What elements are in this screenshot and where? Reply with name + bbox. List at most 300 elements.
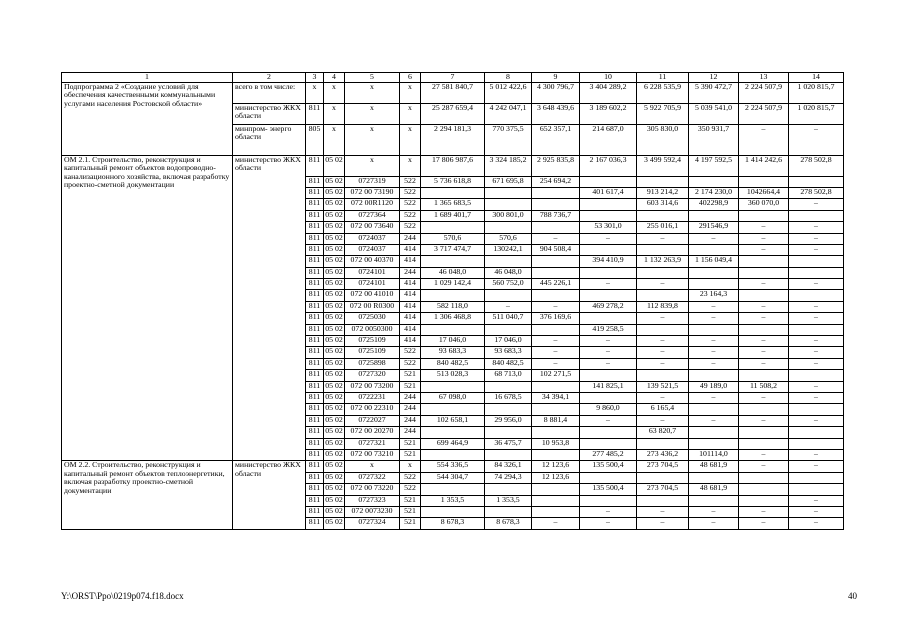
amount-cell: – <box>789 506 844 517</box>
target-article-cell: 0727319 <box>345 176 400 187</box>
amount-cell: 53 301,0 <box>580 222 637 233</box>
table-row <box>62 83 844 104</box>
amount-cell: – <box>739 518 789 529</box>
amount-cell: 3 324 185,2 <box>485 155 532 176</box>
header-row <box>62 73 844 83</box>
target-article-cell: 0725109 <box>345 336 400 347</box>
page-number: 40 <box>848 591 857 601</box>
target-article-cell: 0724101 <box>345 279 400 290</box>
amount-cell: – <box>739 415 789 426</box>
amount-cell <box>637 210 689 221</box>
amount-cell: 254 694,2 <box>532 176 580 187</box>
amount-cell: – <box>532 233 580 244</box>
target-article-cell: 072 00 20270 <box>345 427 400 438</box>
amount-cell: 278 502,8 <box>789 187 844 198</box>
amount-cell: – <box>739 461 789 472</box>
amount-cell: 101114,0 <box>689 449 739 460</box>
section-code-cell: 05 02 <box>324 267 345 278</box>
amount-cell: 214 687,0 <box>580 124 637 155</box>
column-number-header: 3 <box>306 73 324 83</box>
amount-cell: 67 098,0 <box>421 393 485 404</box>
amount-cell <box>580 199 637 210</box>
amount-cell: 402298,9 <box>689 199 739 210</box>
amount-cell <box>689 370 739 381</box>
target-article-cell: 072 00 73220 <box>345 484 400 495</box>
expense-type-cell: 521 <box>400 438 421 449</box>
target-article-cell: 072 00 73640 <box>345 222 400 233</box>
target-article-cell: 072 00 41010 <box>345 290 400 301</box>
amount-cell: 1 029 142,4 <box>421 279 485 290</box>
grbs-code-cell: 811 <box>306 336 324 347</box>
amount-cell <box>485 324 532 335</box>
expense-type-cell: х <box>400 461 421 472</box>
amount-cell: 5 736 618,8 <box>421 176 485 187</box>
amount-cell <box>580 427 637 438</box>
amount-cell: 255 016,1 <box>637 222 689 233</box>
amount-cell: 840 482,5 <box>485 358 532 369</box>
amount-cell: 102 271,5 <box>532 370 580 381</box>
amount-cell <box>580 370 637 381</box>
amount-cell: – <box>739 449 789 460</box>
column-number-header: 9 <box>532 73 580 83</box>
grbs-code-cell: 811 <box>306 370 324 381</box>
target-article-cell: х <box>345 124 400 155</box>
amount-cell <box>689 267 739 278</box>
target-article-cell: 0724037 <box>345 244 400 255</box>
amount-cell: 135 500,4 <box>580 484 637 495</box>
amount-cell: 394 410,9 <box>580 256 637 267</box>
amount-cell: 603 314,6 <box>637 199 689 210</box>
amount-cell: 3 499 592,4 <box>637 155 689 176</box>
section-code-cell: 05 02 <box>324 415 345 426</box>
amount-cell: 130242,1 <box>485 244 532 255</box>
expense-type-cell: 244 <box>400 267 421 278</box>
amount-cell: 2 925 835,8 <box>532 155 580 176</box>
amount-cell <box>421 381 485 392</box>
amount-cell: – <box>789 393 844 404</box>
target-article-cell: 072 0050300 <box>345 324 400 335</box>
amount-cell: 273 704,5 <box>637 461 689 472</box>
amount-cell: 93 683,3 <box>485 347 532 358</box>
amount-cell: – <box>689 233 739 244</box>
amount-cell: – <box>580 415 637 426</box>
amount-cell: 27 581 840,7 <box>421 83 485 104</box>
amount-cell: – <box>739 279 789 290</box>
amount-cell: – <box>789 336 844 347</box>
amount-cell: 300 801,0 <box>485 210 532 221</box>
amount-cell: 570,6 <box>421 233 485 244</box>
section-code-cell: х <box>324 83 345 104</box>
target-article-cell: 072 0073230 <box>345 506 400 517</box>
amount-cell: 74 294,3 <box>485 472 532 483</box>
amount-cell: – <box>580 518 637 529</box>
amount-cell: 652 357,1 <box>532 124 580 155</box>
program-name-cell: ОМ 2.1. Строительство, реконструкция и капитальный ремонт объектов водопроводно-канализационного хозяйства, включая разработку проектно-сметной документации <box>62 155 233 461</box>
amount-cell <box>532 381 580 392</box>
expense-type-cell: 244 <box>400 415 421 426</box>
amount-cell: 8 678,3 <box>485 518 532 529</box>
target-article-cell: 072 00 40370 <box>345 256 400 267</box>
section-code-cell: 05 02 <box>324 472 345 483</box>
grbs-code-cell: 811 <box>306 256 324 267</box>
amount-cell: 582 118,0 <box>421 301 485 312</box>
amount-cell <box>789 404 844 415</box>
expense-type-cell: х <box>400 83 421 104</box>
amount-cell: 5 390 472,7 <box>689 83 739 104</box>
expense-type-cell: х <box>400 103 421 124</box>
grbs-code-cell: 811 <box>306 381 324 392</box>
amount-cell: 1 689 401,7 <box>421 210 485 221</box>
amount-cell <box>485 290 532 301</box>
amount-cell: – <box>637 506 689 517</box>
amount-cell: 3 717 474,7 <box>421 244 485 255</box>
section-code-cell: 05 02 <box>324 301 345 312</box>
amount-cell: 17 806 987,6 <box>421 155 485 176</box>
program-name-cell: Подпрограмма 2 «Создание условий для обеспечения качественными коммунальными услугами населения Ростовской области» <box>62 83 233 156</box>
amount-cell: 360 070,0 <box>739 199 789 210</box>
section-code-cell: 05 02 <box>324 222 345 233</box>
expense-type-cell: 522 <box>400 347 421 358</box>
amount-cell <box>637 290 689 301</box>
target-article-cell: 0727323 <box>345 495 400 506</box>
amount-cell <box>580 495 637 506</box>
amount-cell: 1 132 263,9 <box>637 256 689 267</box>
amount-cell: – <box>689 415 739 426</box>
amount-cell <box>421 449 485 460</box>
amount-cell: 1 414 242,6 <box>739 155 789 176</box>
grbs-code-cell: 811 <box>306 484 324 495</box>
amount-cell: 8 881,4 <box>532 415 580 426</box>
expense-type-cell: 414 <box>400 324 421 335</box>
amount-cell: – <box>789 347 844 358</box>
expense-type-cell: х <box>400 155 421 176</box>
amount-cell: 277 485,2 <box>580 449 637 460</box>
section-code-cell: 05 02 <box>324 427 345 438</box>
amount-cell <box>689 324 739 335</box>
amount-cell: 770 375,5 <box>485 124 532 155</box>
amount-cell: 570,6 <box>485 233 532 244</box>
amount-cell: – <box>689 518 739 529</box>
amount-cell: – <box>532 347 580 358</box>
amount-cell: – <box>689 336 739 347</box>
target-article-cell: 0725030 <box>345 313 400 324</box>
table-row <box>62 461 844 472</box>
amount-cell: 5 922 705,9 <box>637 103 689 124</box>
grbs-code-cell: 811 <box>306 393 324 404</box>
expense-type-cell: 521 <box>400 381 421 392</box>
target-article-cell: 0727324 <box>345 518 400 529</box>
amount-cell: 49 189,0 <box>689 381 739 392</box>
amount-cell: 8 678,3 <box>421 518 485 529</box>
amount-cell <box>637 472 689 483</box>
amount-cell <box>485 404 532 415</box>
column-number-header: 6 <box>400 73 421 83</box>
expense-type-cell: 522 <box>400 187 421 198</box>
amount-cell <box>421 256 485 267</box>
amount-cell: – <box>637 313 689 324</box>
amount-cell: – <box>689 301 739 312</box>
column-number-header: 12 <box>689 73 739 83</box>
grbs-code-cell: 811 <box>306 324 324 335</box>
executor-cell: всего в том числе: <box>233 83 306 104</box>
grbs-code-cell: 811 <box>306 267 324 278</box>
grbs-code-cell: 811 <box>306 103 324 124</box>
amount-cell: – <box>689 313 739 324</box>
amount-cell <box>789 210 844 221</box>
amount-cell: 135 500,4 <box>580 461 637 472</box>
expense-type-cell: 244 <box>400 233 421 244</box>
grbs-code-cell: 811 <box>306 313 324 324</box>
amount-cell <box>739 495 789 506</box>
expense-type-cell: 414 <box>400 244 421 255</box>
section-code-cell: 05 02 <box>324 370 345 381</box>
amount-cell: – <box>637 393 689 404</box>
section-code-cell: 05 02 <box>324 336 345 347</box>
amount-cell: 12 123,6 <box>532 472 580 483</box>
amount-cell <box>739 210 789 221</box>
amount-cell <box>637 267 689 278</box>
amount-cell <box>689 427 739 438</box>
grbs-code-cell: 811 <box>306 472 324 483</box>
amount-cell <box>532 324 580 335</box>
target-article-cell: 0727320 <box>345 370 400 381</box>
amount-cell: 1 306 468,8 <box>421 313 485 324</box>
section-code-cell: 05 02 <box>324 404 345 415</box>
amount-cell: 102 658,1 <box>421 415 485 426</box>
amount-cell: – <box>789 495 844 506</box>
amount-cell <box>689 495 739 506</box>
amount-cell: 9 860,0 <box>580 404 637 415</box>
amount-cell: 17 046,0 <box>421 336 485 347</box>
executor-cell: минпром- энерго области <box>233 124 306 155</box>
expense-type-cell: 414 <box>400 256 421 267</box>
expense-type-cell: 521 <box>400 449 421 460</box>
grbs-code-cell: х <box>306 83 324 104</box>
amount-cell: – <box>789 518 844 529</box>
grbs-code-cell: 811 <box>306 347 324 358</box>
section-code-cell: 05 02 <box>324 506 345 517</box>
amount-cell: – <box>789 124 844 155</box>
expense-type-cell: 522 <box>400 176 421 187</box>
amount-cell: 3 404 289,2 <box>580 83 637 104</box>
section-code-cell: 05 02 <box>324 187 345 198</box>
amount-cell <box>789 484 844 495</box>
grbs-code-cell: 811 <box>306 461 324 472</box>
grbs-code-cell: 811 <box>306 155 324 176</box>
amount-cell <box>739 404 789 415</box>
amount-cell <box>485 484 532 495</box>
amount-cell: 3 648 439,6 <box>532 103 580 124</box>
amount-cell: 139 521,5 <box>637 381 689 392</box>
section-code-cell: 05 02 <box>324 176 345 187</box>
amount-cell <box>580 267 637 278</box>
section-code-cell: 05 02 <box>324 256 345 267</box>
amount-cell: 840 482,5 <box>421 358 485 369</box>
amount-cell <box>421 324 485 335</box>
amount-cell: 17 046,0 <box>485 336 532 347</box>
amount-cell: 469 278,2 <box>580 301 637 312</box>
amount-cell: – <box>739 233 789 244</box>
section-code-cell: 05 02 <box>324 484 345 495</box>
amount-cell: 2 167 036,3 <box>580 155 637 176</box>
expense-type-cell: 244 <box>400 427 421 438</box>
amount-cell <box>739 176 789 187</box>
amount-cell: 93 683,3 <box>421 347 485 358</box>
grbs-code-cell: 811 <box>306 233 324 244</box>
target-article-cell: 072 00 22310 <box>345 404 400 415</box>
expense-type-cell: 521 <box>400 370 421 381</box>
section-code-cell: 05 02 <box>324 199 345 210</box>
amount-cell <box>789 370 844 381</box>
amount-cell <box>580 244 637 255</box>
amount-cell: – <box>739 506 789 517</box>
amount-cell <box>689 210 739 221</box>
section-code-cell: 05 02 <box>324 495 345 506</box>
amount-cell: – <box>580 506 637 517</box>
grbs-code-cell: 811 <box>306 415 324 426</box>
expense-type-cell: х <box>400 124 421 155</box>
executor-cell: министерство ЖКХ области <box>233 155 306 461</box>
grbs-code-cell: 811 <box>306 438 324 449</box>
amount-cell: – <box>532 358 580 369</box>
amount-cell: – <box>789 449 844 460</box>
column-number-header: 2 <box>233 73 306 83</box>
column-number-header: 13 <box>739 73 789 83</box>
expense-type-cell: 522 <box>400 358 421 369</box>
section-code-cell: 05 02 <box>324 358 345 369</box>
amount-cell: 291546,9 <box>689 222 739 233</box>
amount-cell: – <box>739 301 789 312</box>
expense-type-cell: 244 <box>400 393 421 404</box>
amount-cell <box>421 187 485 198</box>
amount-cell: – <box>739 124 789 155</box>
grbs-code-cell: 811 <box>306 449 324 460</box>
amount-cell: – <box>789 461 844 472</box>
amount-cell: 5 039 541,0 <box>689 103 739 124</box>
amount-cell: 5 012 422,6 <box>485 83 532 104</box>
amount-cell: 12 123,6 <box>532 461 580 472</box>
amount-cell <box>789 256 844 267</box>
amount-cell: 419 258,5 <box>580 324 637 335</box>
amount-cell: – <box>789 358 844 369</box>
amount-cell: 63 820,7 <box>637 427 689 438</box>
target-article-cell: х <box>345 155 400 176</box>
amount-cell: – <box>789 279 844 290</box>
grbs-code-cell: 805 <box>306 124 324 155</box>
amount-cell: – <box>739 244 789 255</box>
amount-cell <box>580 210 637 221</box>
amount-cell <box>580 290 637 301</box>
amount-cell: – <box>789 415 844 426</box>
expense-type-cell: 414 <box>400 301 421 312</box>
amount-cell: 2 294 181,3 <box>421 124 485 155</box>
section-code-cell: 05 02 <box>324 461 345 472</box>
expense-type-cell: 522 <box>400 472 421 483</box>
expense-type-cell: 522 <box>400 210 421 221</box>
amount-cell <box>637 324 689 335</box>
amount-cell <box>789 472 844 483</box>
target-article-cell: 0727364 <box>345 210 400 221</box>
amount-cell: 2 174 230,0 <box>689 187 739 198</box>
grbs-code-cell: 811 <box>306 495 324 506</box>
section-code-cell: 05 02 <box>324 449 345 460</box>
amount-cell: 1 365 683,5 <box>421 199 485 210</box>
target-article-cell: 072 00R1120 <box>345 199 400 210</box>
amount-cell <box>637 244 689 255</box>
section-code-cell: 05 02 <box>324 381 345 392</box>
amount-cell <box>789 290 844 301</box>
amount-cell: – <box>637 233 689 244</box>
amount-cell: 1042664,4 <box>739 187 789 198</box>
expense-type-cell: 414 <box>400 279 421 290</box>
amount-cell: – <box>637 358 689 369</box>
amount-cell: 48 681,9 <box>689 461 739 472</box>
section-code-cell: 05 02 <box>324 155 345 176</box>
amount-cell: 1 156 049,4 <box>689 256 739 267</box>
amount-cell <box>689 438 739 449</box>
grbs-code-cell: 811 <box>306 506 324 517</box>
amount-cell <box>637 495 689 506</box>
amount-cell: 84 326,1 <box>485 461 532 472</box>
amount-cell: 1 353,5 <box>485 495 532 506</box>
amount-cell <box>739 256 789 267</box>
target-article-cell: х <box>345 461 400 472</box>
amount-cell <box>485 449 532 460</box>
amount-cell <box>580 176 637 187</box>
amount-cell: 278 502,8 <box>789 155 844 176</box>
amount-cell: – <box>689 347 739 358</box>
amount-cell: 273 436,2 <box>637 449 689 460</box>
amount-cell <box>739 438 789 449</box>
amount-cell <box>580 313 637 324</box>
amount-cell: 544 304,7 <box>421 472 485 483</box>
amount-cell <box>421 427 485 438</box>
grbs-code-cell: 811 <box>306 187 324 198</box>
amount-cell: 68 713,0 <box>485 370 532 381</box>
expense-type-cell: 414 <box>400 336 421 347</box>
amount-cell: – <box>789 301 844 312</box>
amount-cell <box>689 279 739 290</box>
amount-cell <box>485 199 532 210</box>
target-article-cell: 072 00 R0300 <box>345 301 400 312</box>
amount-cell: – <box>580 279 637 290</box>
grbs-code-cell: 811 <box>306 279 324 290</box>
amount-cell: 788 736,7 <box>532 210 580 221</box>
amount-cell <box>739 427 789 438</box>
amount-cell <box>532 506 580 517</box>
amount-cell: 560 752,0 <box>485 279 532 290</box>
amount-cell <box>789 176 844 187</box>
target-article-cell: 0724101 <box>345 267 400 278</box>
amount-cell: 401 617,4 <box>580 187 637 198</box>
amount-cell: – <box>739 393 789 404</box>
grbs-code-cell: 811 <box>306 290 324 301</box>
grbs-code-cell: 811 <box>306 301 324 312</box>
target-article-cell: 072 00 73200 <box>345 381 400 392</box>
grbs-code-cell: 811 <box>306 404 324 415</box>
section-code-cell: х <box>324 124 345 155</box>
amount-cell <box>421 404 485 415</box>
expense-type-cell: 414 <box>400 290 421 301</box>
amount-cell: 6 165,4 <box>637 404 689 415</box>
amount-cell <box>739 370 789 381</box>
grbs-code-cell: 811 <box>306 244 324 255</box>
amount-cell: 46 048,0 <box>485 267 532 278</box>
amount-cell: – <box>637 279 689 290</box>
target-article-cell: 0725109 <box>345 347 400 358</box>
amount-cell <box>485 256 532 267</box>
expense-type-cell: 522 <box>400 484 421 495</box>
